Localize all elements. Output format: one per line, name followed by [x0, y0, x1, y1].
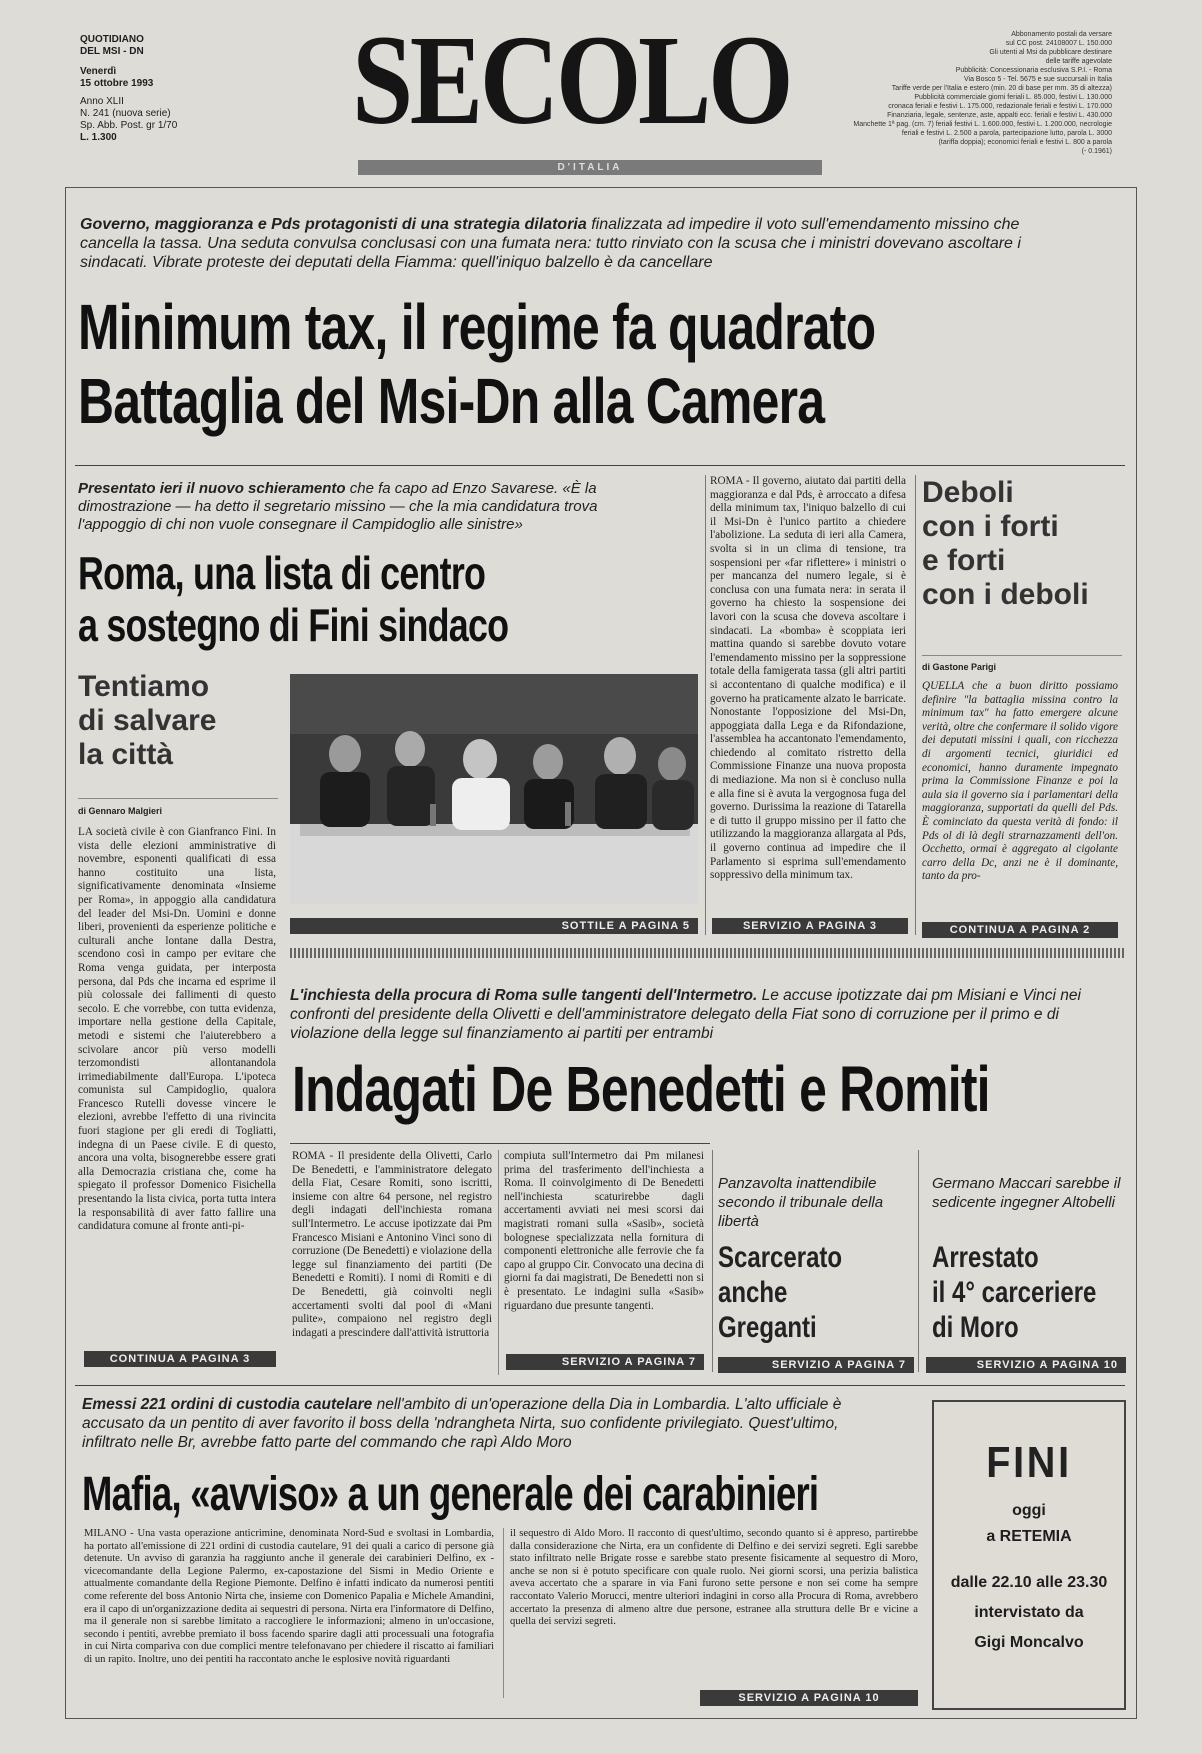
roma-byline: di Gennaro Malgieri — [78, 806, 163, 816]
column-divider — [503, 1528, 504, 1698]
roma-section-head-3: la città — [78, 738, 174, 771]
mafia-col2: il sequestro di Aldo Moro. Il racconto di quest'ultimo, secondo quanto si è appreso, partirebbe dalla considerazione che Nirta, era un confidente di Delfino e dei servizi segreti. Egli sarebbe stato infiltrato nelle Brigate rosse e sarebbe stato presente fisicamente al sequestro di Moro, anche se non si è potuto specificare con quale ruolo. Nei giorni scorsi, una perizia balistica aveva accertato che a sparare in via Fani furono sette persone e non sei come ha sempre raccontato Valerio Morucci, mentre ulteriori indagini in corso alla Procura di Roma, avrebbero accertato la presenza di almeno altre due persone, estranee alla struttura delle Br e vicine a quella dei servizi segreti. — [510, 1528, 918, 1628]
roma-headline-1: Roma, una lista di centro — [78, 547, 486, 599]
editorial-body: QUELLA che a buon diritto possiamo definire "la battaglia missina contro la minimum tax" ha fatto emergere alcune verità, oltre che confermare il solido vigore dei deputati missini i quali, con ricchezza di argomenti tecnici, giuridici ed economici, hanno duramente impegnato prima la Commissione Finanze e poi la aula sia il governo sia i parlamentari della maggioranza, supportati da quelli del Pds. È cominciato da questa verità di fondo: il Pds ol di là degli strarnazzamenti dell'on. Occhetto, ormai è aggregato al cigolante carro della Dc, anzi ne è il dominante, tanto da pro- — [922, 680, 1118, 883]
editorial-byline: di Gastone Parigi — [922, 662, 997, 672]
minimum-servizio-bar[interactable]: SERVIZIO A PAGINA 3 — [712, 918, 908, 934]
masthead-sped: Sp. Abb. Post. gr 1/70 — [80, 120, 178, 131]
maccari-headline-2: il 4° carceriere — [932, 1276, 1097, 1309]
masthead-info-line: Tariffe verde per l'Italia e estero (min. 20 di base per mm. 35 di altezza) — [891, 85, 1112, 92]
maccari-headline-3: di Moro — [932, 1311, 1019, 1344]
intermetro-col2: compiuta sull'Intermetro dai Pm milanesi prima del trasferimento dell'inchiesta a Roma. Il coinvolgimento di De Benedetti nell'inchiesta scaturirebbe dagli accertamenti avviati nei mesi scorsi dai magistrati romani sulla «Sasib», società bolognese specializzata nella fornitura di componenti elettroniche alle ferrovie che fa capo al gruppo Cir. Convocato una decina di giorni fa dai magistrati, De Benedetti non si è presentato. Le indagini sulla «Sasib» riguardano due presunte tangenti. — [504, 1150, 704, 1312]
intermetro-headline: Indagati De Benedetti e Romiti — [292, 1053, 990, 1125]
fini-box-line1: oggi — [1012, 1502, 1046, 1519]
greganti-headline-2: anche — [718, 1276, 788, 1309]
intermetro-col1: ROMA - Il presidente della Olivetti, Carlo De Benedetti, e l'amministratore delegato della Fiat, Cesare Romiti, sono iscritti, insieme con altre 64 persone, nel registro degli indagati dell'inchiesta romana sull'Intermetro. Le accuse ipotizzate dai Pm Francesco Misiani e Antonino Vinci sono di corruzione (De Benedetti) e violazione della legge sul finanziamento dei partiti (De Benedetti e Romiti). I nomi di Romiti e di De Benedetti, già coinvolti negli accertamenti svolti dal pool di «Mani pulite», compaiono nel registro degli indagati a prescindere dall'attività istruttoria — [292, 1150, 492, 1339]
intermetro-servizio-bar[interactable]: SERVIZIO A PAGINA 7 — [506, 1354, 704, 1370]
greganti-servizio-bar[interactable]: SERVIZIO A PAGINA 7 — [718, 1357, 914, 1373]
masthead-anno: Anno XLII — [80, 96, 124, 107]
fini-box-line4: intervistato da — [974, 1604, 1084, 1621]
lead-kicker-rest: finalizzata ad impedire il voto sull'emendamento missino che cancella la tassa. Una seduta convulsa conclusasi con una fumata nera: tutto rinviato con la scusa che i ministri dovevano ascoltare i sindacati. Vibrate proteste dei deputati della Fiamma: quell'iniquo balzello è da cancellare — [80, 216, 1021, 271]
divider — [922, 655, 1122, 656]
roma-photo-art — [290, 674, 698, 904]
greganti-headline — [718, 1240, 842, 1345]
roma-section-head-1: Tentiamo — [78, 670, 210, 703]
masthead-info-right — [840, 30, 1112, 156]
masthead-info-line: (- 0.1961) — [1081, 148, 1112, 155]
intermetro-kicker-rest: Le accuse ipotizzate dai pm Misiani e Vinci nei confronti del presidente della Olivetti e dell'amministratore delegato della Fiat sono di corruzione per il primo e di violazione della legge sul finanziamento ai partiti per entrambi — [290, 987, 1081, 1042]
divider — [75, 465, 1125, 466]
lead-kicker-bold: Governo, maggioranza e Pds protagonisti di una strategia dilatoria — [80, 216, 587, 233]
mafia-headline: Mafia, «avviso» a un generale dei carabinieri — [82, 1468, 819, 1521]
maccari-headline-1: Arrestato — [932, 1241, 1039, 1274]
mafia-servizio-bar[interactable]: SERVIZIO A PAGINA 10 — [700, 1690, 918, 1706]
maccari-servizio-bar[interactable]: SERVIZIO A PAGINA 10 — [926, 1357, 1126, 1373]
masthead-info-line: delle tariffe agevolate — [1045, 58, 1112, 65]
masthead-info-line: (tariffa doppia); economici feriali e festivi L. 800 a parola — [938, 139, 1112, 146]
intermetro-kicker — [290, 986, 1120, 1043]
maccari-kicker: Germano Maccari sarebbe il sedicente ingegner Altobelli — [932, 1175, 1121, 1211]
divider — [78, 798, 278, 799]
editorial-headline-4: con i deboli — [922, 578, 1089, 611]
divider — [75, 1385, 1125, 1386]
masthead-line2: DEL MSI - DN — [80, 46, 144, 57]
editorial-headline-1: Deboli — [922, 476, 1014, 509]
column-divider — [705, 475, 706, 935]
fini-box-line3: dalle 22.10 alle 23.30 — [950, 1574, 1108, 1591]
mafia-kicker — [82, 1395, 882, 1452]
lead-kicker — [80, 215, 1040, 272]
roma-photo — [290, 674, 698, 904]
roma-section-head-2: di salvare — [78, 704, 217, 737]
fini-box-line2: a RETEMIA — [986, 1528, 1072, 1545]
mafia-kicker-rest: nell'ambito di un'operazione della Dia in Lombardia. L'alto ufficiale è accusato da un pentito di aver favorito il boss della 'ndrangheta Nirta, suo confidente privilegiato. Quest'ultimo, infiltrato nelle Br, avrebbe fatto parte del commando che rapì Aldo Moro — [82, 1396, 842, 1451]
greganti-headline-1: Scarcerato — [718, 1241, 843, 1274]
greganti-headline-3: Greganti — [718, 1311, 817, 1344]
roma-continua-bar[interactable]: CONTINUA A PAGINA 3 — [84, 1351, 276, 1367]
masthead-info-line: Finanziaria, legale, sentenze, aste, appalti ecc. feriali e festivi L. 430.000 — [887, 112, 1112, 119]
divider — [290, 1143, 710, 1144]
maccari-headline — [932, 1240, 1096, 1345]
roma-kicker — [78, 480, 618, 534]
masthead-info-line: Via Bosco 5 - Tel. 5675 e sue succursali in Italia — [964, 76, 1112, 83]
masthead-info-line: Abbonamento postali da versare — [1011, 31, 1112, 38]
lead-headline-2: Battaglia del Msi-Dn alla Camera — [78, 365, 825, 437]
masthead-line1: QUOTIDIANO — [80, 34, 144, 45]
roma-headline-2: a sostegno di Fini sindaco — [78, 599, 509, 651]
masthead-info-line: Gli utenti al Msi da pubblicare destinare — [989, 49, 1112, 56]
fini-box-line5: Gigi Moncalvo — [974, 1634, 1084, 1651]
masthead-title: SECOLO — [352, 9, 791, 151]
editorial-headline-3: e forti — [922, 544, 1006, 577]
roma-body: LA società civile è con Gianfranco Fini. In vista delle elezioni amministrative di novembre, esponenti qualificati di essa hanno costituito una lista, significativamente denominata «Insieme per Roma», in appoggio alla candidatura del leader del Msi-Dn. Uomini e donne liberi, provenienti da esperienze politiche e culturali anche lontane dalla Destra, scendono così in campo per evitare che Roma venga guidata, per interposta persona, dal Pds che incarna ed esprime il più colossale dei fallimenti di questo secolo. E che vorrebbe, con tutta evidenza, importare nella gestione della Capitale, metodi e sistemi che l'aiuterebbero a scivolare ancor più verso modelli terzomondisti allontanandola irrimediabilmente dall'Europa. L'ipoteca comunista sul Campidoglio, qualora Francesco Rutelli dovesse vincere le elezioni, avrebbe l'effetto di una rivincita fuori stagione per gli eredi di Togliatti, indegna di un Paese civile. E di questo, ancora una volta, bisognerebbe essere grati alla Democrazia cristiana che, come ha spiegato il professor Domenico Fisichella presentando la lista civica, porta tutta intera la responsabilità di aver fatto fallire una candidatura comune al fronte anti-pi- — [78, 826, 276, 1233]
masthead-info-left — [80, 34, 177, 144]
mafia-col1: MILANO - Una vasta operazione anticrimine, denominata Nord-Sud e svoltasi in Lombardia, ha portato all'emissione di 221 ordini di custodia cautelare, 91 dei quali a carico di persone già detenute. Un avviso di garanzia ha raggiunto anche il generale dei carabinieri Delfino, ex - vicecomandante della Legione Palermo, ex-capostazione del Sismi in Medio Oriente e attualmente comandante della Regione Piemonte. Delfino è infatti indicato da numerosi pentiti come referente del boss Antonio Nirta che, insieme con Domenico Papalia e Michele Amandini, era il capo di un'organizzazione dedita ai sequestri di persona. Nirta era l'informatore di Delfino, ma il generale non si sarebbe limitato a raccogliere le informazioni; almeno in un'occasione, secondo i pentiti, avrebbe premiato il boss facendo sparire dagli atti processuali una fotografia in cui Nirta compariva con due complici mentre telefonavano per chiedere il riscatto ai familiari di un rapito. Inoltre, uno dei pentiti ha raccontato anche le esplosive novità riguardanti — [84, 1528, 494, 1665]
roma-kicker-rest: che fa capo ad Enzo Savarese. «È la dimostrazione — ha detto il segretario missino — che la mia candidatura trova l'appoggio di chi non vuole consegnare il Campidoglio alle sinistre» — [78, 480, 598, 533]
lead-headline-1: Minimum tax, il regime fa quadrato — [78, 291, 876, 363]
masthead-subtitle: D'ITALIA — [358, 160, 822, 175]
masthead-info-line: Manchette 1ª pag. (cm. 7) feriali festivi L. 1.600.000, festivi L. 1.200.000, necrologie — [853, 121, 1112, 128]
roma-section-head — [78, 670, 216, 772]
intermetro-kicker-bold: L'inchiesta della procura di Roma sulle tangenti dell'Intermetro. — [290, 987, 758, 1004]
column-divider — [915, 475, 916, 935]
masthead-price: L. 1.300 — [80, 132, 117, 143]
section-pattern-rule — [290, 948, 1126, 958]
masthead-info-line: sul CC post. 24108007 L. 150.000 — [1005, 40, 1112, 47]
editorial-continua-bar[interactable]: CONTINUA A PAGINA 2 — [922, 922, 1118, 938]
fini-box-title: FINI — [986, 1438, 1072, 1487]
roma-kicker-bold: Presentato ieri il nuovo schieramento — [78, 480, 346, 497]
minimum-body: ROMA - Il governo, aiutato dai partiti della maggioranza e dal Pds, è arroccato a difesa della minimum tax, l'iniquo balzello di cui il Msi-Dn è l'unico partito a chiedere l'abolizione. La seduta di ieri alla Camera, svolta si in un clima di tensione, tra sospensioni per «far riflettere» i ministri o per mancanza del numero legale, si è conclusa con una fumata nera: in serata il governo ha chiesto la sospensione dei lavori con la scusa che doveva ascoltare i sindacati. La «bomba» è scoppiata ieri mattina quando si sarebbe dovuto votare l'emendamento missino per la soppressione totale della famigerata tassa (gli altri partiti si accontentano di qualche modifica) e il governo ha praticamente alzato le barricate. Nonostante l'opposizione del Msi-Dn, appoggiata dalla Lega e da Rifondazione, l'assemblea ha accantonato l'emendamento, chiedendo al comitato ristretto della Commissione Finanze una nuova proposta di mediazione. Ma non si è concluso nulla e alla fine si è avuta la vergognosa fuga del governo. Durissima la reazione di Tatarella e di tutto il gruppo missino per il fatto che utilizzando la maggioranza allargata al Pds, il governo continua ad impedire che il Parlamento si esprima sull'emendamento soppressivo della minimum tax. — [710, 475, 906, 882]
roma-photo-bar[interactable]: SOTTILE A PAGINA 5 — [290, 918, 698, 934]
masthead-info-line: Pubblicità commerciale giorni feriali L. 85.000, festivi L. 130.000 — [914, 94, 1112, 101]
editorial-headline-2: con i forti — [922, 510, 1059, 543]
masthead-info-line: feriali e festivi L. 2.500 a parola, partecipazione lutto, parola L. 3000 — [901, 130, 1112, 137]
masthead-day: Venerdì — [80, 66, 117, 77]
masthead-info-line: Pubblicità: Concessionaria esclusiva S.P.I. - Roma — [955, 67, 1112, 74]
masthead-date: 15 ottobre 1993 — [80, 78, 154, 89]
masthead-numero: N. 241 (nuova serie) — [80, 108, 171, 119]
masthead-info-line: cronaca feriali e festivi L. 175.000, redazionale feriali e festivi L. 170.000 — [888, 103, 1112, 110]
editorial-headline — [922, 476, 1089, 612]
mafia-kicker-bold: Emessi 221 ordini di custodia cautelare — [82, 1396, 373, 1413]
greganti-kicker: Panzavolta inattendibile secondo il tribunale della libertà — [718, 1175, 884, 1230]
column-divider — [498, 1150, 499, 1375]
fini-box — [932, 1400, 1126, 1710]
